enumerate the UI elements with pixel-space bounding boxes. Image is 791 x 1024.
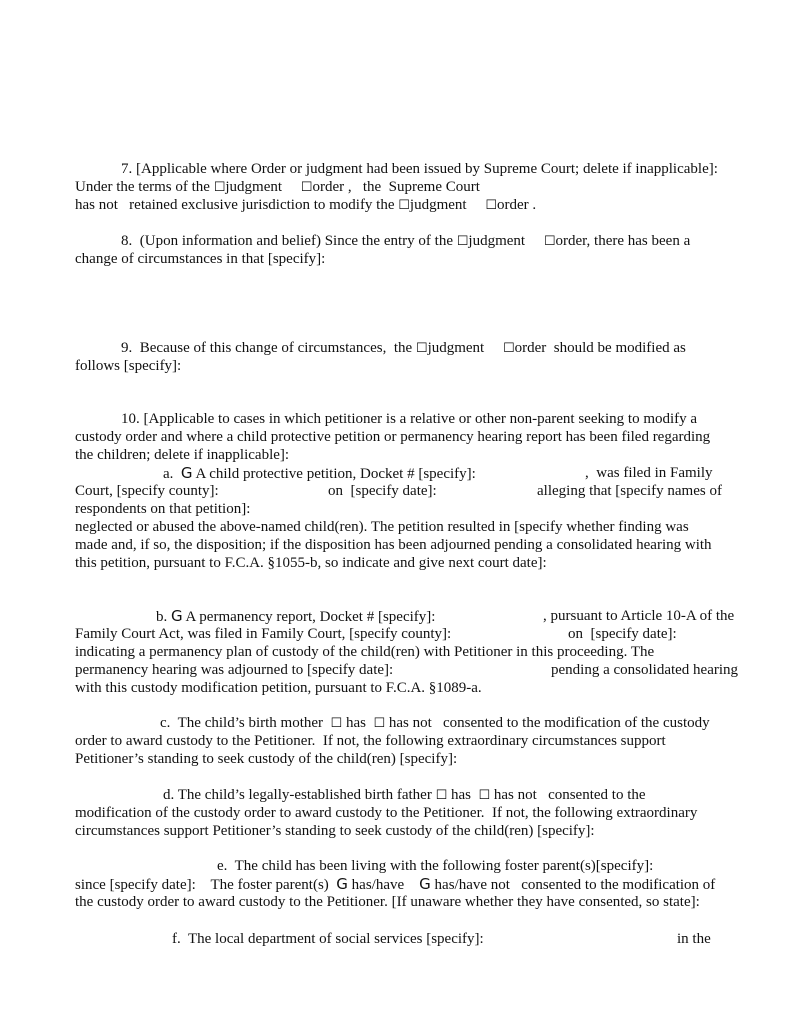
checkbox-icon[interactable]: ☐ [398,198,410,213]
judgment-option: judgment [409,197,467,213]
pa-line-2a: Court, [specify county]: [75,483,219,499]
checkbox-icon[interactable]: ☐ [456,234,469,249]
checkbox-icon[interactable]: ☐ [485,198,497,213]
pa-line-1b: , was filed in Family [585,465,713,481]
p8-text: 8. (Upon information and belief) Since the entry of the [121,233,457,249]
pa-line-5: made and, if so, the disposition; if the disposition has been adjourned pending a consolidated hearing with [75,537,712,553]
pb-line-3: indicating a permanency plan of custody of the child(ren) with Petitioner in this proceeding. The [75,644,655,660]
pb-line-2a: Family Court Act, was filed in Family Court, [specify county]: [75,626,452,642]
checkbox-icon[interactable]: ☐ [213,180,226,195]
has-have-not-option: has/have not [434,877,510,893]
has-have-option: has/have [351,877,405,893]
checkbox-icon[interactable]: ☐ [543,234,556,249]
pa-line-2c: alleging that [specify names of [537,483,722,499]
pd-text: consented to the [536,787,646,803]
judgment-option: judgment [468,233,526,249]
checkbox-icon[interactable]: ☐ [502,341,515,356]
p10-line-3: the children; delete if inapplicable]: [75,447,290,463]
p10-line-1: 10. [Applicable to cases in which petitioner is a relative or other non-parent seeking to modify a [121,411,698,427]
has-option: has [450,787,471,803]
checkbox-g-icon[interactable]: G [180,464,193,482]
p7-text: 7. [Applicable where Order or judgment had been issued by Supreme Court; delete if inapplicable]: [121,161,718,177]
judgment-option: judgment [225,179,283,195]
has-not-option: has not [493,787,537,803]
pd-line-1 [163,786,646,805]
p10-line-2: custody order and where a child protective petition or permanency hearing report has been filed regarding [75,429,711,445]
p9-text: should be modified as [546,340,686,356]
order-option: order [555,233,587,249]
pe-text: consented to the modification of [509,877,716,893]
checkbox-g-icon[interactable]: G [171,607,183,625]
pf-line-1b: in the [677,931,711,947]
pe-line-3: the custody order to award custody to the Petitioner. [If unaware whether they have consented, so state]: [75,894,700,910]
has-not-option: has not [388,715,432,731]
pd-line-3: circumstances support Petitioner’s standing to seek custody of the child(ren) [specify]: [75,823,595,839]
pa-line-1: a. G A child protective petition, Docket # [specify]: [163,464,476,482]
pa-line-3: respondents on that petition]: [75,501,251,517]
pb-line-4b: pending a consolidated hearing [551,662,739,678]
pc-text: consented to the modification of the custody [431,715,710,731]
checkbox-icon[interactable]: ☐ [478,788,491,803]
pb-line-1: b. G A permanency report, Docket # [specify]: [156,607,436,625]
checkbox-icon[interactable]: ☐ [300,180,313,195]
pd-text: d. The child’s legally-established birth father [163,787,436,803]
checkbox-icon[interactable]: ☐ [435,788,448,803]
pe-line-1: e. The child has been living with the following foster parent(s)[specify]: [217,858,654,874]
pe-text: since [specify date]: The foster parent(s) [75,877,337,893]
pa-line-2b: on [specify date]: [328,483,437,499]
pa-line-4: neglected or abused the above-named child(ren). The petition resulted in [specify whether finding was [75,519,689,535]
checkbox-icon[interactable]: ☐ [373,716,386,731]
pb-line-5: with this custody modification petition, pursuant to F.C.A. §1089-a. [75,680,482,696]
p8-text: , there has been a [586,233,691,249]
pa-line-6: this petition, pursuant to F.C.A. §1055-b, so indicate and give next court date]: [75,555,547,571]
pf-line-1a: f. The local department of social services [specify]: [172,931,484,947]
p9-line-2: follows [specify]: [75,358,182,374]
pd-line-2: modification of the custody order to award custody to the Petitioner. If not, the following extraordinary [75,805,698,821]
judgment-option: judgment [427,340,485,356]
pb-line-4a: permanency hearing was adjourned to [specify date]: [75,662,394,678]
pc-line-3: Petitioner’s standing to seek custody of the child(ren) [specify]: [75,751,458,767]
p8-line-1 [121,232,690,251]
has-option: has [345,715,366,731]
p7-text: has not retained exclusive jurisdiction to modify the [75,197,399,213]
p9-text: 9. Because of this change of circumstances, the [121,340,416,356]
p7-text: Under the terms of the [75,179,214,195]
pb-text: A permanency report, Docket # [specify]: [182,609,436,625]
pc-text: c. The child’s birth mother [160,715,331,731]
p8-line-2: change of circumstances in that [specify]: [75,251,326,267]
checkbox-g-icon[interactable]: G [336,875,348,893]
order-option: order [514,340,547,356]
pb-line-2b: on [specify date]: [568,626,677,642]
p7-line-3: has not retained exclusive jurisdiction to modify the ☐judgment ☐order . [75,197,537,213]
pe-line-2 [75,875,715,894]
p7-line-1 [121,160,718,178]
checkbox-icon[interactable]: ☐ [415,341,428,356]
order-option: order [497,197,529,213]
pc-line-1 [160,714,710,733]
p9-line-1 [121,339,686,358]
p7-line-2 [75,178,480,197]
pa-text: A child protective petition, Docket # [specify]: [192,466,476,482]
pb-line-1b: , pursuant to Article 10-A of the [543,608,735,624]
checkbox-icon[interactable]: ☐ [330,716,343,731]
order-option: order [312,179,345,195]
checkbox-g-icon[interactable]: G [419,875,431,893]
pc-line-2: order to award custody to the Petitioner. If not, the following extraordinary circumstances support [75,733,666,749]
p7-text: , the Supreme Court [344,179,480,195]
